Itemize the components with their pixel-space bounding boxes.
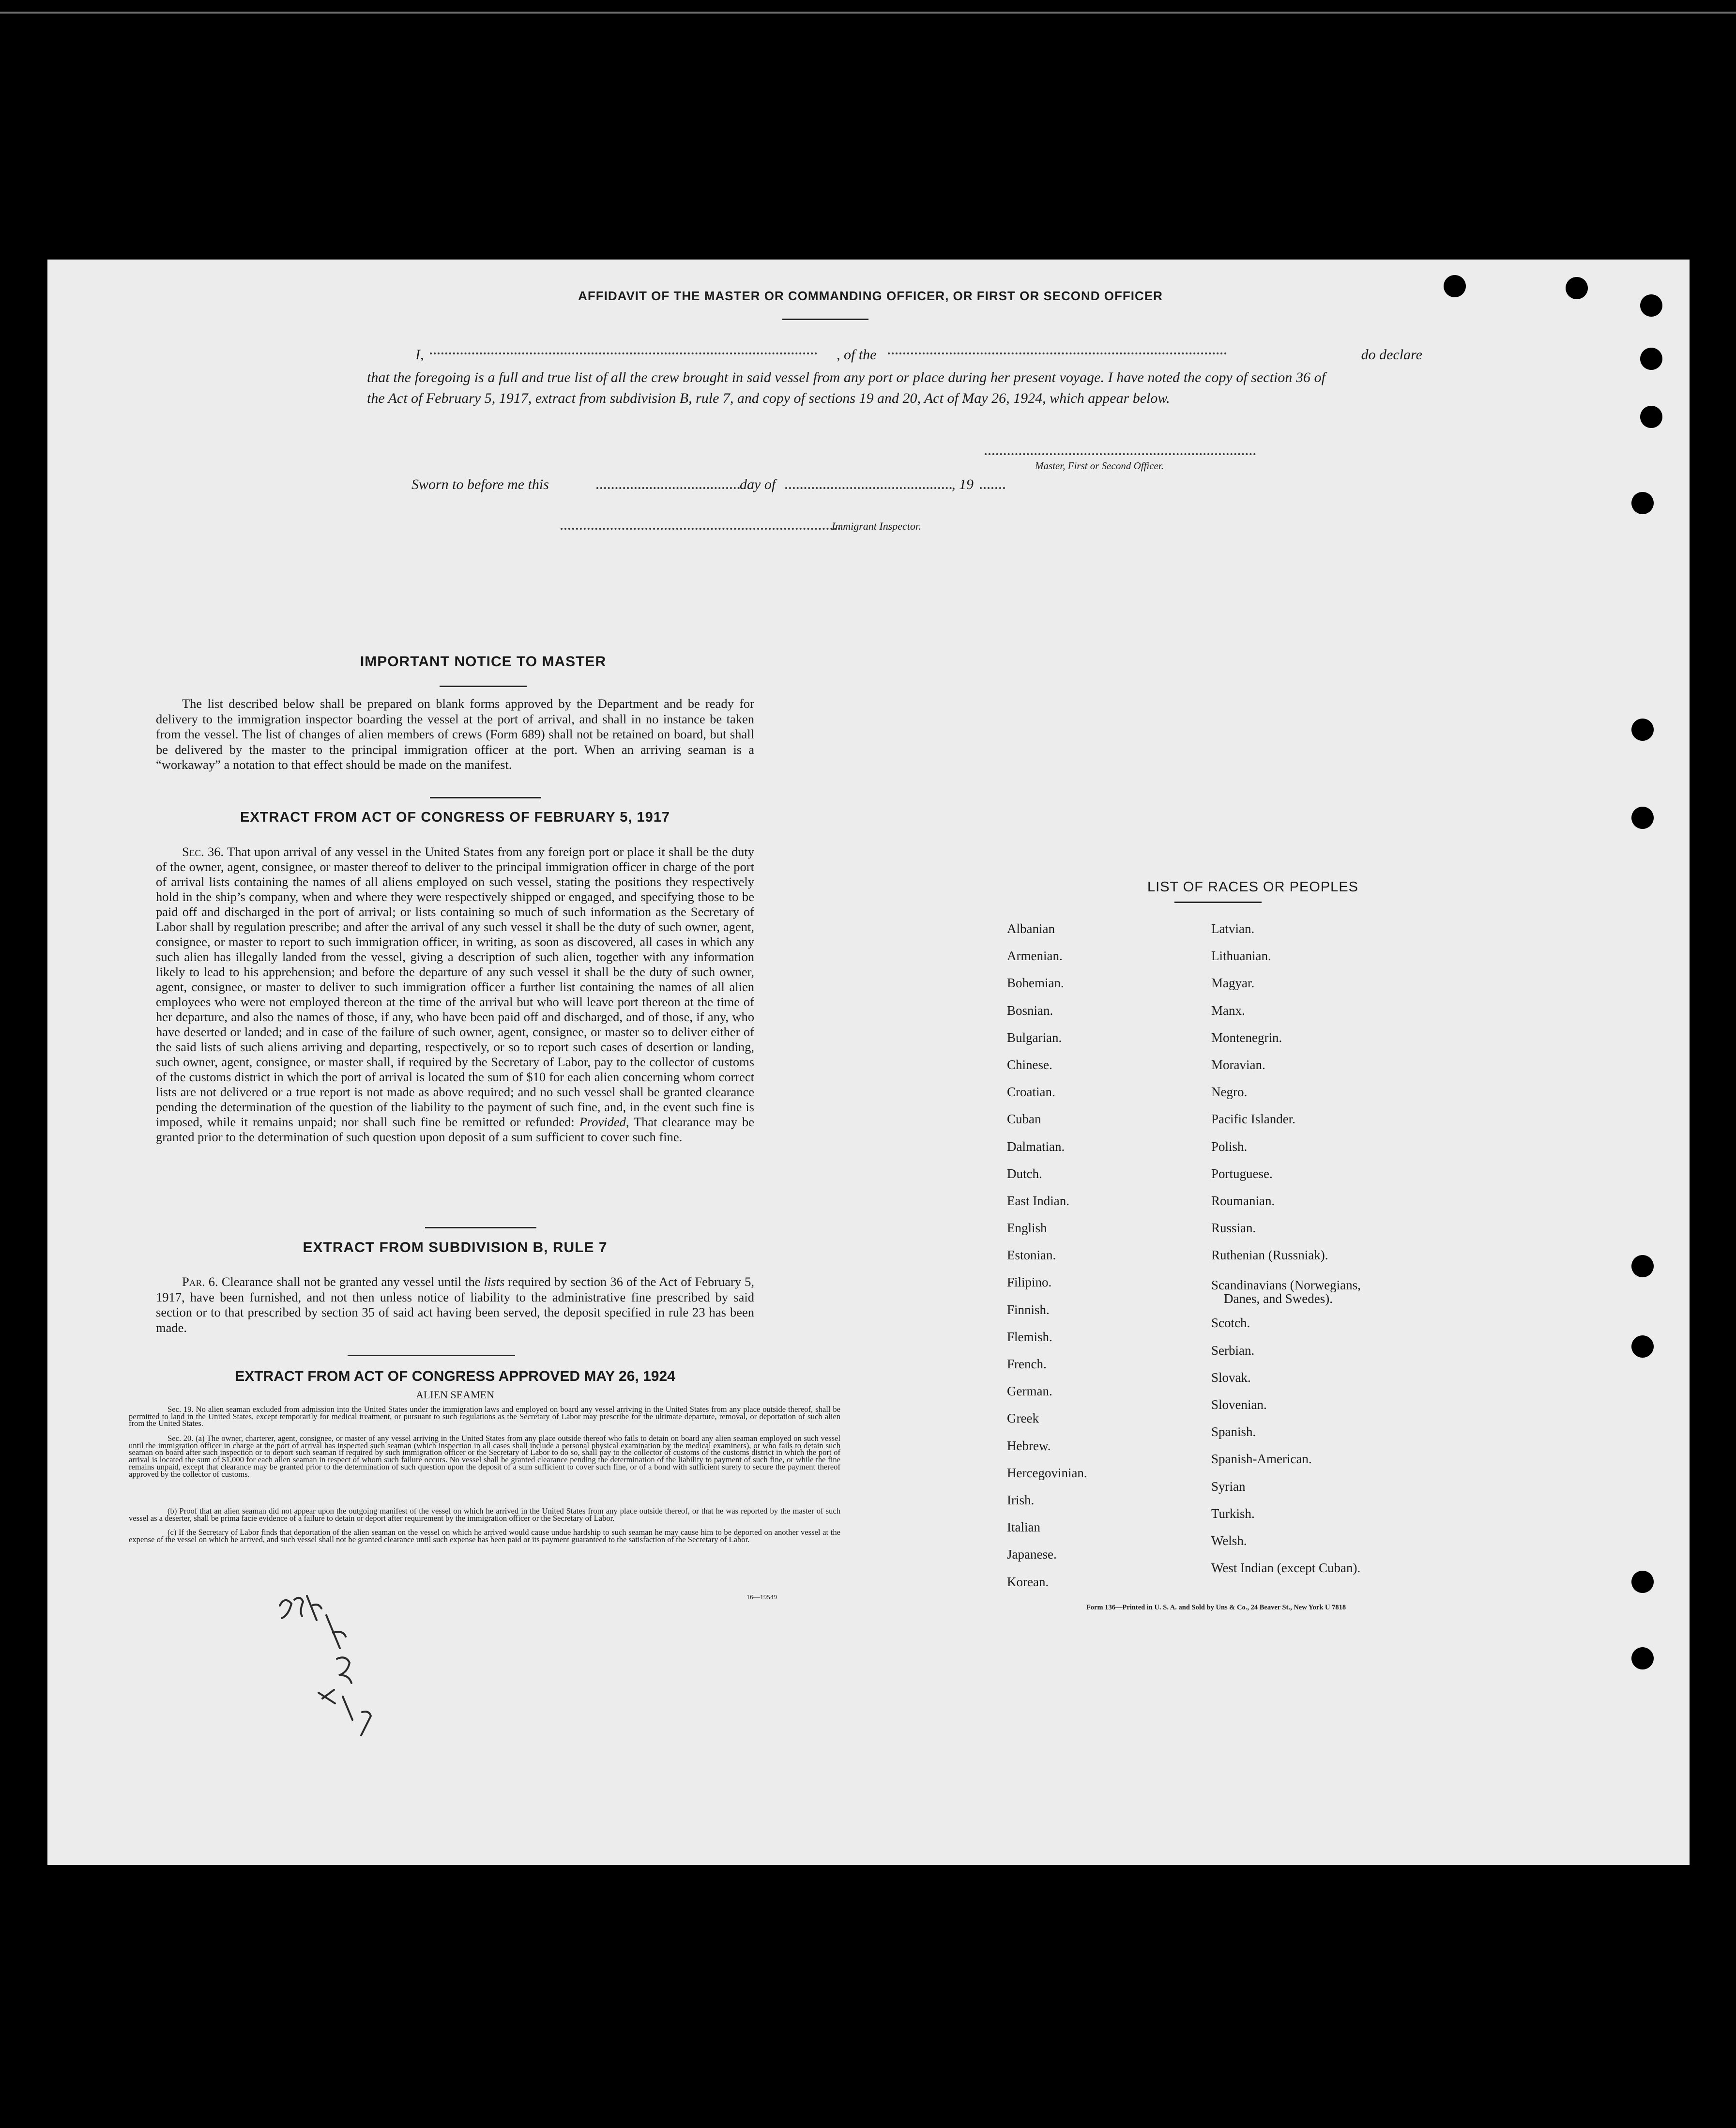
race-item: Greek [1007,1411,1039,1426]
affidavit-i: I, [415,347,424,363]
races-right-column [1211,919,1361,1585]
race-item: German. [1007,1384,1052,1399]
paragraph-label: Par. 6. [182,1274,218,1289]
section-36-tail: That clearance may be granted prior to the determination of such question upon deposit of a sum sufficient to cover such fine. [156,1115,754,1144]
race-item: Syrian [1211,1479,1246,1494]
races-left-column [1007,919,1087,1599]
race-item: Serbian. [1211,1343,1255,1358]
race-item: Scotch. [1211,1316,1250,1331]
subdivision-b-title: EXTRACT FROM SUBDIVISION B, RULE 7 [303,1240,608,1255]
section-label: Sec. 36. [182,844,224,859]
extract-1924-title: EXTRACT FROM ACT OF CONGRESS APPROVED MAY 26, 1924 [235,1368,675,1384]
race-item: Portuguese. [1211,1166,1273,1181]
race-item: Pacific Islander. [1211,1112,1295,1127]
form-code: 16—19549 [746,1594,777,1601]
affidavit-do-declare: do declare [1361,347,1422,363]
punch-hole [1566,277,1588,299]
divider [348,1355,515,1356]
punch-hole [1631,1255,1654,1277]
paragraph-text-a: Clearance shall not be granted any vessel until the [221,1274,481,1289]
divider [1174,902,1262,903]
race-item: Manx. [1211,1003,1245,1018]
race-item: Spanish-American. [1211,1452,1312,1467]
race-item: French. [1007,1357,1047,1371]
section-36-text: That upon arrival of any vessel in the United States from any foreign port or place it shall be the duty of the owner, agent, consignee, or master thereof to deliver to the principal immigration officer in charge of the port of arrival lists containing the names of all aliens employed on such vessel, stating the positions they respectively hold in the ship’s company, when and where they were respectively shipped or engaged, and specifying those to be paid off and discharged in the port of arrival; or lists containing so much of such information as the Secretary of Labor shall by regulation prescribe; and after the arrival of any such vessel it shall be the duty of such owner, agent, consignee, or master to report to such immigration officer, in writing, as soon as discovered, all cases in which any such alien has illegally landed from the vessel, giving a description of such alien, together with any information likely to lead to his apprehension; and before the departure of any such vessel it shall be the duty of such owner, agent, consignee, or master to deliver to such immigration officer a further list containing the names of all alien employees who were not employed thereon at the time of the arrival but who will leave port thereon at the time of her departure, and also the names of those, if any, who have been paid off and discharged, and of those, if any, who have deserted or landed; and in case of the failure of such owner, agent, consignee, or master so to deliver either of the said lists of such aliens arriving and departing, respectively, or so to report such cases of desertion or landing, such owner, agent, consignee, or master shall, if required by the Secretary of Labor, pay to the collector of customs of the customs district in which the port of arrival is located the sum of $10 for each alien concerning whom correct lists are not delivered or a true report is not made as above required; and no such vessel shall be granted clearance pending the determination of the question of the liability to the payment of such fine, and, in the event such fine is imposed, while it remains unpaid; nor shall such fine be remitted or refunded: [156,844,754,1129]
sworn-year: , 19 [952,476,974,492]
race-item: Flemish. [1007,1329,1052,1344]
divider [425,1227,536,1228]
extract-1917-body [156,844,754,1145]
race-item: West Indian (except Cuban). [1211,1561,1361,1576]
section-20b: (b) Proof that an alien seaman did not appear upon the outgoing manifest of the vessel on which he arrived in the United States from any place outside thereof, or that he was reported by the master of such vessel as a deserter, shall be prima facie evidence of a failure to detain or deport after requirement by the immigration officer or the Secretary of Labor. [129,1506,840,1523]
extract-1924-subtitle: ALIEN SEAMEN [416,1389,494,1401]
race-item: Croatian. [1007,1085,1055,1100]
top-border-line [0,12,1736,14]
notice-title: IMPORTANT NOTICE TO MASTER [360,654,607,670]
race-item: Bohemian. [1007,976,1064,991]
punch-hole [1631,492,1654,514]
race-item: Armenian. [1007,949,1063,964]
inspector-signature-blank [561,528,840,530]
sworn-year-blank [980,487,1005,489]
punch-hole [1631,1571,1654,1593]
master-signature-blank [985,453,1256,455]
race-item: Negro. [1211,1085,1248,1100]
race-item: English [1007,1221,1047,1236]
races-title: LIST OF RACES OR PEOPLES [1147,879,1359,895]
section-19: Sec. 19. No alien seaman excluded from admission into the United States under the immigration laws and employed on board any vessel arriving in the United States from any place outside thereof, shall be permitted to land in the United States, except temporarily for medical treatment, or pursuant to such regulations as the Secretary of Labor may prescribe for the ultimate departure, removal, or deportation of such alien from the United States. [129,1405,840,1428]
race-item: Slovak. [1211,1370,1251,1385]
race-item: Albanian [1007,921,1055,936]
race-item: Dutch. [1007,1166,1042,1181]
sworn-day-of: day of [740,476,776,492]
race-item: Chinese. [1007,1057,1052,1072]
race-item: East Indian. [1007,1193,1069,1208]
race-item: Montenegrin. [1211,1030,1282,1045]
race-item: Lithuanian. [1211,949,1271,964]
punch-hole [1631,1335,1654,1358]
race-item: Welsh. [1211,1533,1247,1548]
sworn-month-blank [785,487,952,489]
document-sheet [47,260,1690,1865]
handwritten-notation [222,1586,444,1761]
punch-hole [1640,348,1662,370]
name-blank [430,352,817,354]
race-item: Japanese. [1007,1547,1057,1562]
sworn-prefix: Sworn to before me this [411,476,549,492]
extract-1917-title: EXTRACT FROM ACT OF CONGRESS OF FEBRUARY 5, 1917 [240,810,670,825]
master-label: Master, First or Second Officer. [1035,460,1164,472]
race-item: Italian [1007,1520,1040,1535]
race-item: Danes, and Swedes). [1224,1291,1333,1306]
sworn-day-blank [596,487,740,489]
divider [440,686,527,687]
punch-hole [1631,719,1654,741]
subdivision-b-body [156,1274,754,1335]
lists-word: lists [484,1274,505,1289]
punch-hole [1631,1647,1654,1669]
race-item: Spanish. [1211,1424,1256,1439]
provided-word: Provided, [579,1115,629,1129]
section-20a: Sec. 20. (a) The owner, charterer, agent, consignee, or master of any vessel arriving in the United States from any place outside thereof who fails to detain on board any alien seaman employed on such vessel until the immigration officer in charge at the port of arrival has inspected such seaman (which inspection in all cases shall include a personal physical examination by the medical examiners), or who fails to detain such seaman on board after such inspection or to deport such seaman if required by such immigration officer or the Secretary of Labor to do so, shall pay to the collector of customs of the customs district in which the port of arrival is located the sum of $1,000 for each alien seaman in respect of whom such failure occurs. No vessel shall be granted clearance pending the determination of the liability to payment of such fine, or while the fine remains unpaid, except that clearance may be granted prior to the determination of such question upon the deposit of a sum sufficient to cover such fine, or of a bond with sufficient surety to secure the payment thereof approved by the collector of customs. [129,1434,840,1479]
vessel-blank [888,352,1227,354]
affidavit-of-the: , of the [837,347,877,363]
punch-hole [1640,294,1662,317]
divider [782,319,868,320]
race-item: Dalmatian. [1007,1139,1065,1154]
race-item: Irish. [1007,1492,1035,1507]
race-item: Slovenian. [1211,1397,1267,1412]
race-item: Bosnian. [1007,1003,1053,1018]
race-item: Russian. [1211,1221,1256,1236]
punch-hole [1640,406,1662,428]
race-item: Scandinavians (Norwegians, [1211,1278,1361,1293]
form-printer-note: Form 136—Printed in U. S. A. and Sold by Uns & Co., 24 Beaver St., New York U 7818 [1086,1604,1346,1611]
race-item: Magyar. [1211,976,1255,991]
race-item: Ruthenian (Russniak). [1211,1248,1328,1263]
divider [430,797,541,798]
race-item: Hercegovinian. [1007,1465,1087,1480]
punch-hole [1631,807,1654,829]
race-item: Moravian. [1211,1057,1265,1072]
race-item: Cuban [1007,1112,1041,1127]
race-item: Latvian. [1211,921,1255,936]
section-20c: (c) If the Secretary of Labor finds that deportation of the alien seaman on the vessel on which he arrived would cause undue hardship to such seaman he may cause him to be deported on another vessel at the expense of the vessel on which he arrived, and such vessel shall not be granted clearance until such expense has been paid or its payment guaranteed to the satisfaction of the Secretary of Labor. [129,1528,840,1544]
race-item: Hebrew. [1007,1438,1051,1453]
race-item: Estonian. [1007,1248,1056,1263]
race-item: Bulgarian. [1007,1030,1062,1045]
race-item: Finnish. [1007,1302,1050,1317]
race-item: Korean. [1007,1574,1049,1589]
notice-body: The list described below shall be prepared on blank forms approved by the Department and be ready for delivery to the immigration inspector boarding the vessel at the port of arrival, and shall in no instance be taken from the vessel. The list of changes of alien members of crews (Form 689) shall not be retained on board, but shall be delivered by the master to the principal immigration officer at the port. When an arriving seaman is a “workaway” a notation to that effect should be made on the manifest. [156,696,754,772]
affidavit-body: that the foregoing is a full and true list of all the crew brought in said vessel from any port or place during her present voyage. I have noted the copy of section 36 of the Act of February 5, 1917, extract from subdivision B, rule 7, and copy of sections 19 and 20, Act of May 26, 1924, which appear below. [367,369,1325,406]
race-item: Polish. [1211,1139,1248,1154]
inspector-label: Immigrant Inspector. [832,520,921,532]
affidavit-title: AFFIDAVIT OF THE MASTER OR COMMANDING OFFICER, OR FIRST OR SECOND OFFICER [578,289,1163,303]
race-item: Filipino. [1007,1275,1052,1290]
race-item: Roumanian. [1211,1193,1275,1208]
race-item: Turkish. [1211,1506,1255,1521]
paragraph-text-b: required by section 36 of the Act of February 5, 1917, have been furnished, and not then unless notice of liability to the administrative fine prescribed by said section or to that prescribed by section 35 of said act having been served, the deposit specified in rule 23 has been made. [156,1274,755,1335]
